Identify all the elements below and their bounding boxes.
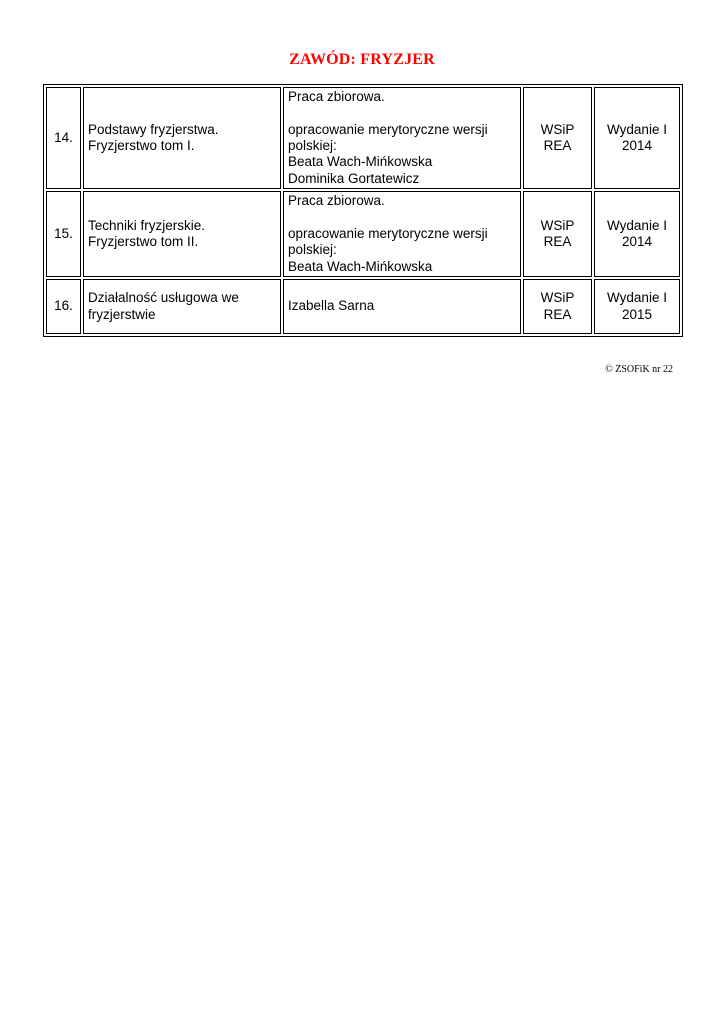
book-edition: [594, 279, 680, 334]
row-number: 14.: [46, 87, 81, 189]
book-authors: [283, 191, 521, 277]
book-title-line: Fryzjerstwo tom II.: [88, 234, 199, 249]
page-title: ZAWÓD: FRYZJER: [289, 51, 435, 68]
book-authors: [283, 279, 521, 334]
table-row: [46, 87, 680, 189]
authors-line: Dominika Gortatewicz: [288, 170, 420, 186]
book-title-line: Techniki fryzjerskie.: [88, 217, 206, 233]
edition-line: Wydanie I: [607, 290, 667, 306]
book-authors: [283, 87, 521, 189]
authors-line: Beata Wach-Mińkowska: [288, 154, 433, 170]
authors-line: Izabella Sarna: [288, 298, 375, 314]
footer-copyright: © ZSOFiK nr 22: [605, 364, 673, 375]
authors-line: polskiej:: [288, 242, 337, 258]
textbook-table: [43, 84, 683, 337]
authors-line: opracowanie merytoryczne wersji: [288, 121, 488, 137]
authors-line: Beata Wach-Mińkowska: [288, 258, 433, 274]
publisher-line: WSiP: [540, 217, 575, 233]
book-edition: [594, 191, 680, 277]
book-edition: [594, 87, 680, 189]
table-row: [46, 191, 680, 277]
book-title-line: Podstawy fryzjerstwa.: [88, 121, 219, 137]
book-title: [83, 191, 281, 277]
book-title-line: Działalność usługowa we: [88, 290, 239, 306]
book-title: [83, 87, 281, 189]
publisher-line: WSiP: [540, 121, 575, 137]
edition-line: Wydanie I: [607, 217, 667, 233]
edition-line: 2014: [621, 234, 653, 249]
publisher-line: REA: [543, 138, 572, 153]
publisher-line: WSiP: [540, 290, 575, 306]
publisher-line: REA: [543, 234, 572, 249]
book-publisher: [523, 279, 592, 334]
authors-line: polskiej:: [288, 137, 337, 153]
row-number: 16.: [46, 279, 81, 334]
book-title: [83, 279, 281, 334]
edition-line: 2015: [621, 306, 653, 322]
authors-line: opracowanie merytoryczne wersji: [288, 225, 488, 241]
book-title-line: Fryzjerstwo tom I.: [88, 138, 195, 153]
table-row: [46, 279, 680, 334]
authors-intro: Praca zbiorowa.: [288, 192, 385, 208]
authors-intro: Praca zbiorowa.: [288, 88, 385, 104]
book-publisher: [523, 87, 592, 189]
edition-line: Wydanie I: [607, 121, 667, 137]
row-number: 15.: [46, 191, 81, 277]
book-publisher: [523, 191, 592, 277]
publisher-line: REA: [543, 306, 572, 322]
edition-line: 2014: [621, 138, 653, 153]
book-title-line: fryzjerstwie: [88, 306, 156, 322]
